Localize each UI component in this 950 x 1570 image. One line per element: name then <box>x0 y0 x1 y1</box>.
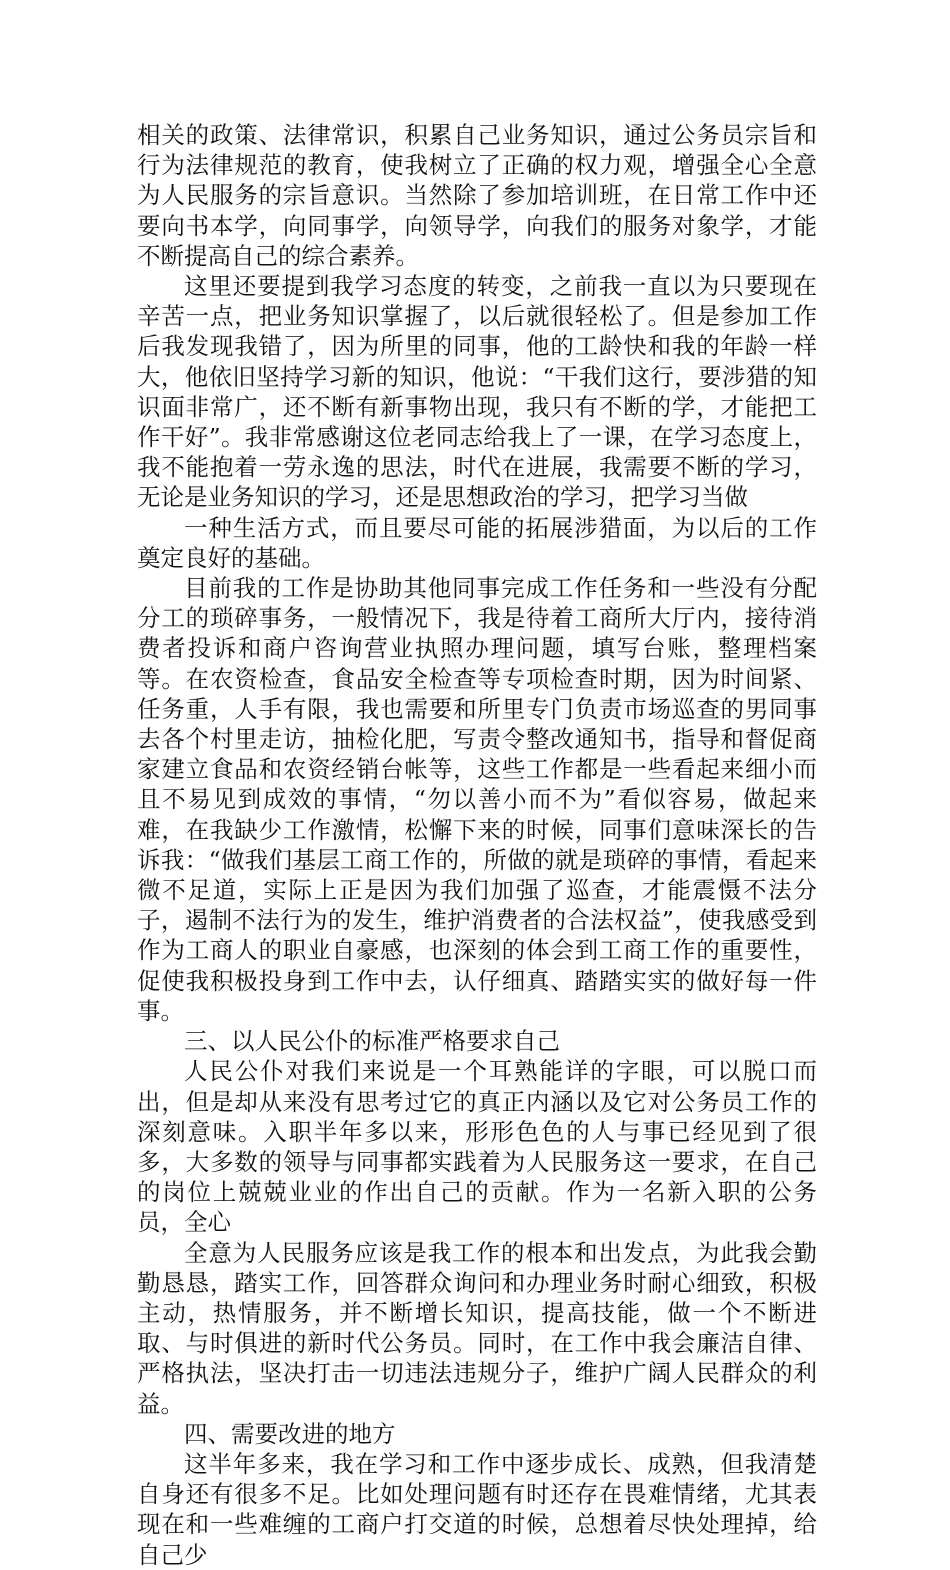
document-body <box>137 120 817 1570</box>
paragraph-2: 这里还要提到我学习态度的转变，之前我一直以为只要现在辛苦一点，把业务知识掌握了，以后就很轻松了。但是参加工作后我发现我错了，因为所里的同事，他的工龄快和我的年龄一样大，他依旧坚持学习新的知识，他说：“干我们这行，要涉猎的知识面非常广，还不断有新事物出现，我只有不断的学，才能把工作干好”。我非常感谢这位老同志给我上了一课，在学习态度上，我不能抱着一劳永逸的思法，时代在进展，我需要不断的学习，无论是业务知识的学习，还是思想政治的学习，把学习当做 <box>137 272 817 512</box>
paragraph-1: 相关的政策、法律常识，积累自己业务知识，通过公务员宗旨和行为法律规范的教育，使我树立了正确的权力观，增强全心全意为人民服务的宗旨意识。当然除了参加培训班，在日常工作中还要向书本学，向同事学，向领导学，向我们的服务对象学，才能不断提高自己的综合素养。 <box>137 121 817 270</box>
section-heading-3: 三、以人民公仆的标准严格要求自己 <box>184 1027 560 1056</box>
paragraph-5: 人民公仆对我们来说是一个耳熟能详的字眼，可以脱口而出，但是却从来没有思考过它的真正内涵以及它对公务员工作的深刻意味。入职半年多以来，形形色色的人与事已经见到了很多，大多数的领导与同事都实践着为人民服务这一要求，在自己的岗位上兢兢业业的作出自己的贡献。作为一名新入职的公务员，全心 <box>137 1057 817 1237</box>
paragraph-7: 这半年多来，我在学习和工作中逐步成长、成熟，但我清楚自身还有很多不足。比如处理问题有时还存在畏难情绪，尤其表现在和一些难缠的工商户打交道的时候，总想着尽快处理掉，给自己少 <box>137 1449 817 1569</box>
section-heading-4: 四、需要改进的地方 <box>184 1419 396 1448</box>
paragraph-3: 一种生活方式，而且要尽可能的拓展涉猎面，为以后的工作奠定良好的基础。 <box>137 513 817 572</box>
paragraph-6: 全意为人民服务应该是我工作的根本和出发点，为此我会勤勤恳恳，踏实工作，回答群众询问和办理业务时耐心细致，积极主动，热情服务，并不断增长知识，提高技能，做一个不断进取、与时俱进的新时代公务员。同时，在工作中我会廉洁自律、严格执法，坚决打击一切违法违规分子，维护广阔人民群众的利益。 <box>137 1238 817 1418</box>
paragraph-4: 目前我的工作是协助其他同事完成工作任务和一些没有分配分工的琐碎事务，一般情况下，我是待着工商所大厅内，接待消费者投诉和商户咨询营业执照办理问题，填写台账，整理档案等。在农资检查，食品安全检查等专项检查时期，因为时间紧、任务重，人手有限，我也需要和所里专门负责市场巡查的男同事去各个村里走访，抽检化肥，写责令整改通知书，指导和督促商家建立食品和农资经销台帐等，这些工作都是一些看起来细小而且不易见到成效的事情，“勿以善小而不为”看似容易，做起来难，在我缺少工作激情，松懈下来的时候，同事们意味深长的告诉我：“做我们基层工商工作的，所做的就是琐碎的事情，看起来微不足道，实际上正是因为我们加强了巡查，才能震慑不法分子，遏制不法行为的发生，维护消费者的合法权益”，使我感受到作为工商人的职业自豪感，也深刻的体会到工商工作的重要性，促使我积极投身到工作中去，认仔细真、踏踏实实的做好每一件事。 <box>137 574 817 1025</box>
